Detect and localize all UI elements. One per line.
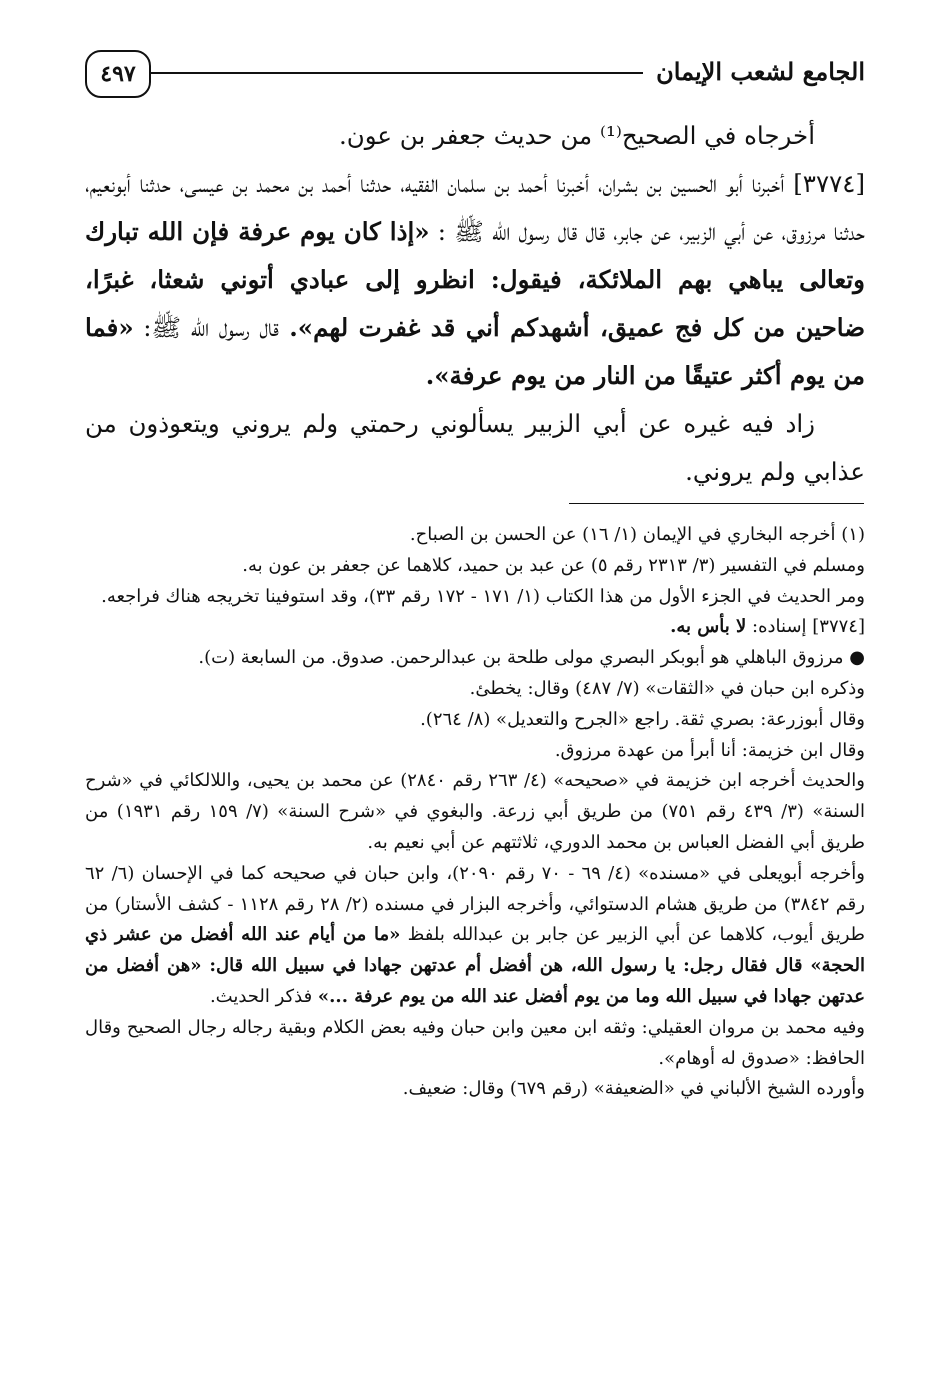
page-number-badge: ٤٩٧ <box>85 50 151 98</box>
isnad-note <box>85 612 865 643</box>
takhrij-2-hadith: «ما من أيام عند الله أفضل من عشر ذي الحجة» قال فقال رجل: يا رسول الله، هن أفضل أم عدتهن جهادا في سبيل الله قال: «هن أفضل من عدتهن جهادا في سبيل الله وما من يوم أفضل عند الله من يوم عرفة ...» <box>85 924 865 1007</box>
footnote-2: ومسلم في التفسير (٣/ ٢٣١٣ رقم ٥) عن عبد بن حميد، كلاهما عن جعفر بن عون به. <box>242 554 865 576</box>
note-abu-zurah: وقال أبوزرعة: بصري ثقة. راجع «الجرح والتعديل» (٨/ ٢٦٤). <box>420 708 865 730</box>
hadith-isnad: [٣٧٧٤] أخبرنا أبو الحسين بن بشران، أخبرنا أحمد بن سلمان الفقيه، حدثنا أحمد بن محمد بن عيسى، حدثنا أبونعيم، حدثنا مرزوق، عن أبي الزبير، عن جابر، قال قال رسول الله ﷺ : <box>85 169 866 246</box>
main-text <box>85 112 865 496</box>
note-aqili: وفيه محمد بن مروان العقيلي: وثقه ابن معين وابن حبان وفيه بعض الكلام وبقية رجاله رجال الصحيح وقال الحافظ: «صدوق له أوهام». <box>85 1016 865 1069</box>
footnote-3: ومر الحديث في الجزء الأول من هذا الكتاب (١/ ١٧١ - ١٧٢ رقم ٣٣)، وقد استوفينا تخريجه هناك فراجعه. <box>101 585 865 607</box>
isnad-grade: لا بأس به. <box>670 616 747 638</box>
note-takhrij-2 <box>85 859 865 1013</box>
hadith-text-2: «فما من يوم أكثر عتيقًا من النار من يوم عرفة». <box>85 313 865 390</box>
hadith-text: «إذا كان يوم عرفة فإن الله تبارك وتعالى يباهي بهم الملائكة، فيقول: انظرو إلى عبادي أتوني شعثا، غبرًا، ضاحين من كل فج عميق، أشهدكم أني قد غفرت لهم». <box>85 217 865 342</box>
footnotes <box>85 520 865 1105</box>
header-rule <box>151 72 643 74</box>
takhrij-2-prefix: وأخرجه أبويعلى في «مسنده» (٤/ ٦٩ - ٧٠ رقم ٢٠٩٠)، وابن حبان في صحيحه كما في الإحسان (٦/ ٦٢ رقم ٣٨٤٢) من طريق هشام الدستوائي، وأخرجه البزار في مسنده (٢/ ٢٨ رقم ١١٢٨ - كشف الأستار) من طريق أيوب، كلاهما عن أبي الزبير عن جابر بن عبدالله بلفظ <box>85 862 866 946</box>
main-line-1: أخرجاه في الصحيح⁽¹⁾ من حديث جعفر بن عون. <box>338 121 815 150</box>
note-ibn-hibban: وذكره ابن حبان في «الثقات» (٧/ ٤٨٧) وقال: يخطئ. <box>469 677 865 699</box>
addition-paragraph: زاد فيه غيره عن أبي الزبير يسألوني رحمتي ولم يروني ويتعوذون من عذابي ولم يروني. <box>85 409 865 486</box>
takhrij-2-suffix: فذكر الحديث. <box>209 985 318 1007</box>
note-ibn-khuzaymah: وقال ابن خزيمة: أنا أبرأ من عهدة مرزوق. <box>554 739 865 761</box>
footnote-1: (١) أخرجه البخاري في الإيمان (١/ ١٦) عن الحسن بن الصباح. <box>409 524 865 545</box>
isnad-label: [٣٧٧٤] إسناده: <box>746 616 865 638</box>
book-title: الجامع لشعب الإيمان <box>656 57 865 86</box>
note-albani: وأورده الشيخ الألباني في «الضعيفة» (رقم ٦٧٩) وقال: ضعيف. <box>402 1078 865 1100</box>
page-header <box>85 42 865 106</box>
note-marzouq: ● مرزوق الباهلي هو أبوبكر البصري مولى طلحة بن عبدالرحمن. صدوق. من السابعة (ت). <box>198 647 865 669</box>
note-takhrij-1: والحديث أخرجه ابن خزيمة في «صحيحه» (٤/ ٢٦٣ رقم ٢٨٤٠) عن محمد بن يحيى، واللالكائي في «شرح السنة» (٣/ ٤٣٩ رقم ٧٥١) من طريق أبي زرعة. والبغوي في «شرح السنة» (٧/ ١٥٩ رقم ١٩٣١) من طريق أبي الفضل العباس بن محمد الدوري، ثلاثتهم عن أبي نعيم به. <box>85 770 866 853</box>
footnote-divider <box>569 503 864 504</box>
hadith-paragraph <box>85 160 865 400</box>
hadith-narration: قال رسول الله ﷺ: <box>133 313 279 342</box>
